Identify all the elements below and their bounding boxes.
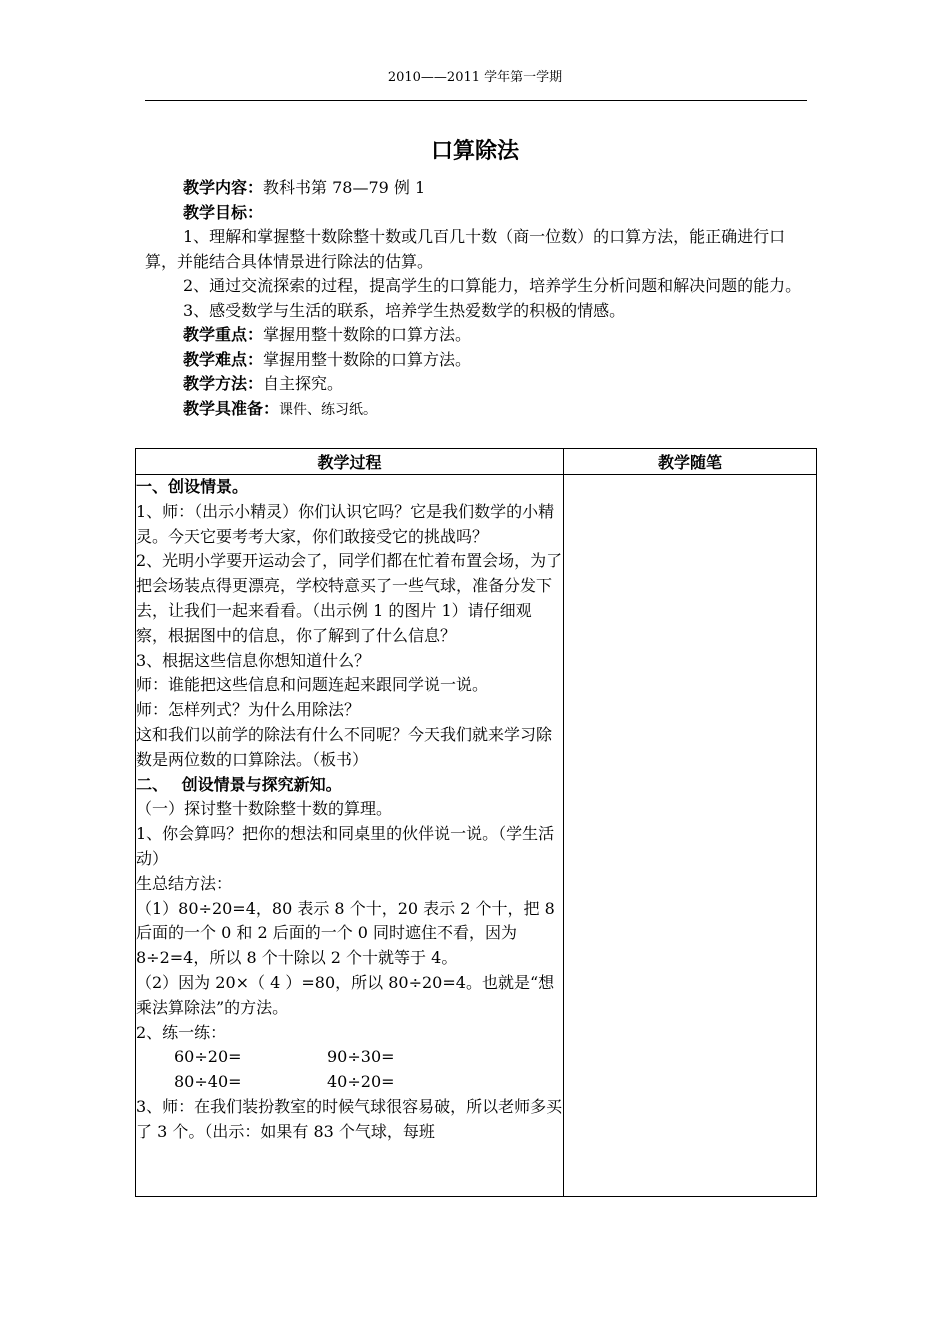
process-paragraph: 3、根据这些信息你想知道什么？	[136, 650, 371, 670]
process-paragraph: 生总结方法：	[136, 873, 233, 893]
difficulty-line	[145, 348, 815, 373]
process-paragraph: 师：怎样列式？为什么用除法？	[136, 700, 361, 720]
method-value: 自主探究。	[263, 374, 344, 393]
method-label: 教学方法：	[183, 374, 264, 393]
process-paragraph: （2）因为 20×（ 4 ）=80，所以 80÷20=4。也就是“想乘法算除法”的方法。	[136, 972, 555, 1017]
content-line	[145, 176, 815, 201]
process-paragraph: 2、光明小学要开运动会了，同学们都在忙着布置会场，为了把会场装点得更漂亮，学校特意买了一些气球，准备分发下去，让我们一起来看看。（出示例 1 的图片 1）请仔细观察，根据图中的信息，你了解到了什么信息？	[136, 551, 563, 645]
key-label: 教学重点：	[183, 325, 264, 344]
notes-cell	[564, 475, 817, 1197]
tools-line	[145, 397, 815, 423]
intro-section	[145, 176, 815, 422]
process-paragraph: 这和我们以前学的除法有什么不同呢？今天我们就来学习除数是两位数的口算除法。（板书）	[136, 724, 553, 769]
content-label: 教学内容：	[183, 178, 264, 197]
key-line	[145, 323, 815, 348]
notes-column-header: 教学随笔	[564, 449, 817, 475]
method-line	[145, 372, 815, 397]
table-body-row	[136, 475, 817, 1197]
process-paragraph: 2、练一练：	[136, 1022, 227, 1042]
process-column-header: 教学过程	[136, 449, 564, 475]
section-1-heading: 一、创设情景。	[136, 477, 249, 496]
difficulty-value: 掌握用整十数除的口算方法。	[263, 349, 472, 369]
key-value: 掌握用整十数除的口算方法。	[263, 325, 472, 344]
page-title: 口算除法	[430, 139, 519, 164]
process-paragraph: 1、师：（出示小精灵）你们认识它吗？它是我们数学的小精灵。今天它要考考大家，你们敢接受它的挑战吗？	[136, 501, 555, 546]
exercise-item: 90÷30=	[327, 1047, 395, 1067]
goal-1: 1、理解和掌握整十数除整十数或几百几十数（商一位数）的口算方法，能正确进行口算，并能结合具体情景进行除法的估算。	[145, 227, 786, 271]
tools-label: 教学具准备：	[183, 398, 280, 418]
tools-value: 课件、练习纸。	[279, 401, 378, 418]
process-paragraph: （1）80÷20=4，80 表示 8 个十，20 表示 2 个十，把 8 后面的一个 0 和 2 后面的一个 0 同时遮住不看，因为 8÷2=4，所以 8 个十除以 2 个十就等于 4。	[136, 898, 555, 968]
process-paragraph: （一）探讨整十数除整十数的算理。	[136, 799, 393, 819]
section-2-heading: 二、 创设情景与探究新知。	[136, 774, 342, 794]
process-paragraph: 1、你会算吗？把你的想法和同桌里的伙伴说一说。（学生活动）	[136, 824, 555, 868]
table-header-row	[136, 449, 817, 475]
exercise-item: 80÷40=	[174, 1072, 242, 1092]
difficulty-label: 教学难点：	[183, 349, 264, 369]
exercise-item: 40÷20=	[327, 1072, 395, 1092]
lesson-table	[135, 448, 817, 1197]
header-rule	[145, 100, 807, 101]
goals-label: 教学目标：	[183, 202, 264, 222]
exercise-row	[136, 1070, 563, 1095]
goal-3: 3、感受数学与生活的联系，培养学生热爱数学的积极的情感。	[183, 300, 626, 320]
goals-line	[145, 201, 815, 226]
page-header: 2010——2011 学年第一学期	[387, 70, 563, 85]
process-paragraph: 3、师：在我们装扮教室的时候气球很容易破，所以老师多买了 3 个。（出示：如果有 83 个气球，每班	[136, 1096, 563, 1141]
content-value: 教科书第 78—79 例 1	[263, 178, 426, 197]
goal-2: 2、通过交流探索的过程，提高学生的口算能力，培养学生分析问题和解决问题的能力。	[183, 276, 802, 295]
exercise-row	[136, 1045, 563, 1070]
process-cell	[136, 475, 564, 1197]
process-paragraph: 师：谁能把这些信息和问题连起来跟同学说一说。	[136, 675, 489, 695]
exercise-item: 60÷20=	[174, 1047, 242, 1067]
